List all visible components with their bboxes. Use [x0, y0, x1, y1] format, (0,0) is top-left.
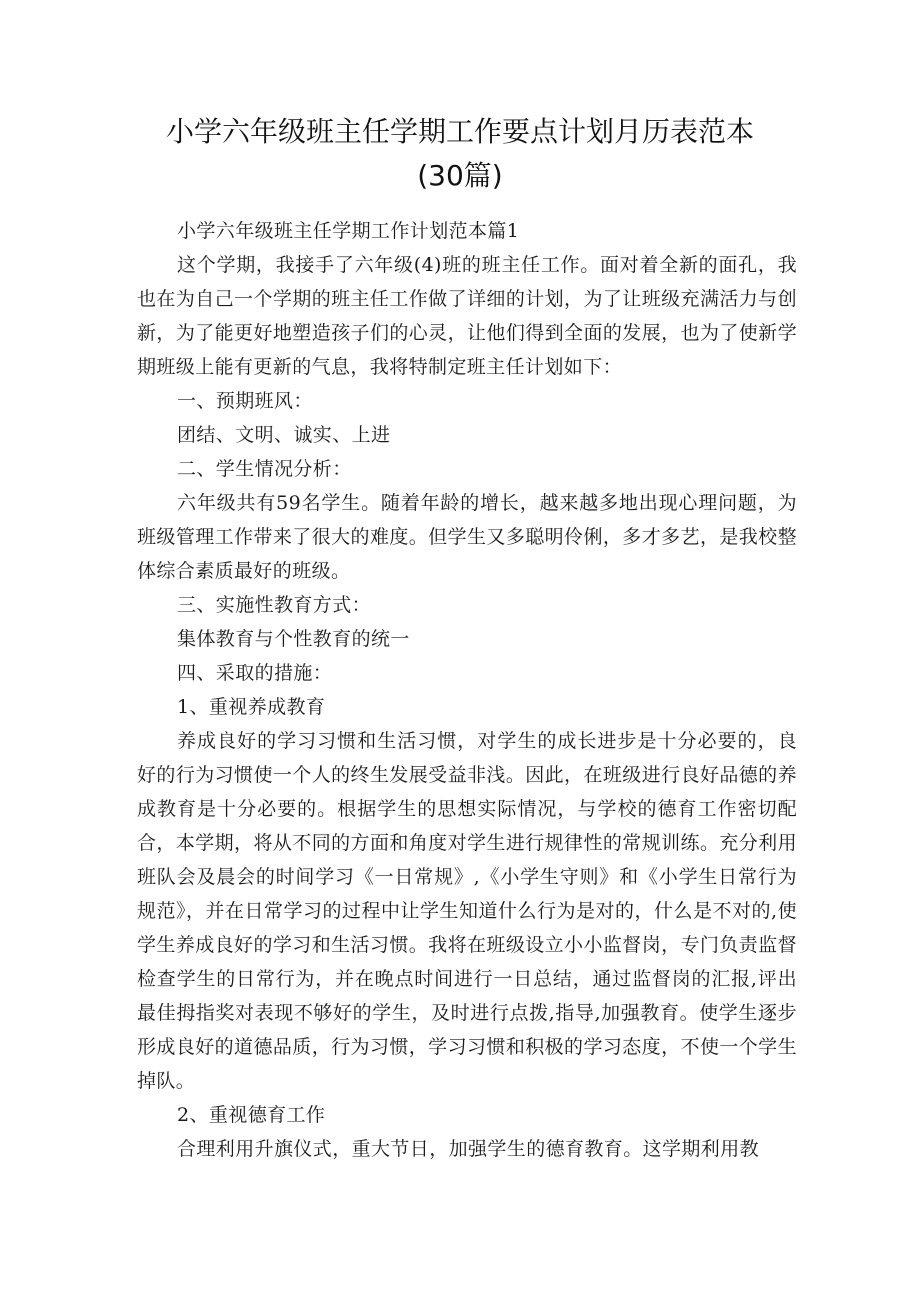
heading-measures: 四、采取的措施：: [177, 662, 333, 684]
intro-paragraph: 这个学期，我接手了六年级(4)班的班主任工作。面对着全新的面孔，我也在为自己一个学期的班主任工作做了详细的计划，为了让班级充满活力与创新，为了能更好地塑造孩子们的心灵，让他们得到全面的发展，也为了使新学期班级上能有更新的气息，我将特制定班主任计划如下：: [137, 254, 797, 378]
habit-education-paragraph: 养成良好的学习习惯和生活习惯，对学生的成长进步是十分必要的，良好的行为习惯使一个人的终生发展受益非浅。因此，在班级进行良好品德的养成教育是十分必要的。根据学生的思想实际情况，与学校的德育工作密切配合，本学期，将从不同的方面和角度对学生进行规律性的常规训练。充分利用班队会及晨会的时间学习《一日常规》,《小学生守则》和《小学生日常行为规范》，并在日常学习的过程中让学生知道什么行为是对的，什么是不对的,使学生养成良好的学习和生活习惯。我将在班级设立小小监督岗，专门负责监督检查学生的日常行为，并在晚点时间进行一日总结，通过监督岗的汇报,评出最佳拇指奖对表现不够好的学生，及时进行点拨,指导,加强教育。使学生逐步形成良好的道德品质，行为习惯，学习习惯和积极的学习态度，不使一个学生掉队。: [137, 730, 797, 1092]
moral-education-paragraph: 合理利用升旗仪式，重大节日，加强学生的德育教育。这学期利用教: [177, 1138, 760, 1160]
heading-class-style: 一、预期班风：: [177, 390, 313, 412]
heading-student-analysis: 二、学生情况分析：: [177, 458, 352, 480]
heading-education-method: 三、实施性教育方式：: [177, 594, 372, 616]
section-heading: 小学六年级班主任学期工作计划范本篇1: [177, 220, 520, 242]
education-method-text: 集体教育与个性教育的统一: [177, 628, 410, 650]
class-style-text: 团结、文明、诚实、上进: [177, 424, 391, 446]
student-analysis-paragraph: 六年级共有59名学生。随着年龄的增长，越来越多地出现心理问题，为班级管理工作带来了很大的难度。但学生又多聪明伶俐，多才多艺，是我校整体综合素质最好的班级。: [137, 492, 797, 582]
subheading-habit-education: 1、重视养成教育: [177, 696, 326, 718]
document-body: [137, 214, 797, 1166]
document-title: 小学六年级班主任学期工作要点计划月历表范本(30篇): [165, 115, 754, 192]
subheading-moral-education: 2、重视德育工作: [177, 1104, 326, 1126]
